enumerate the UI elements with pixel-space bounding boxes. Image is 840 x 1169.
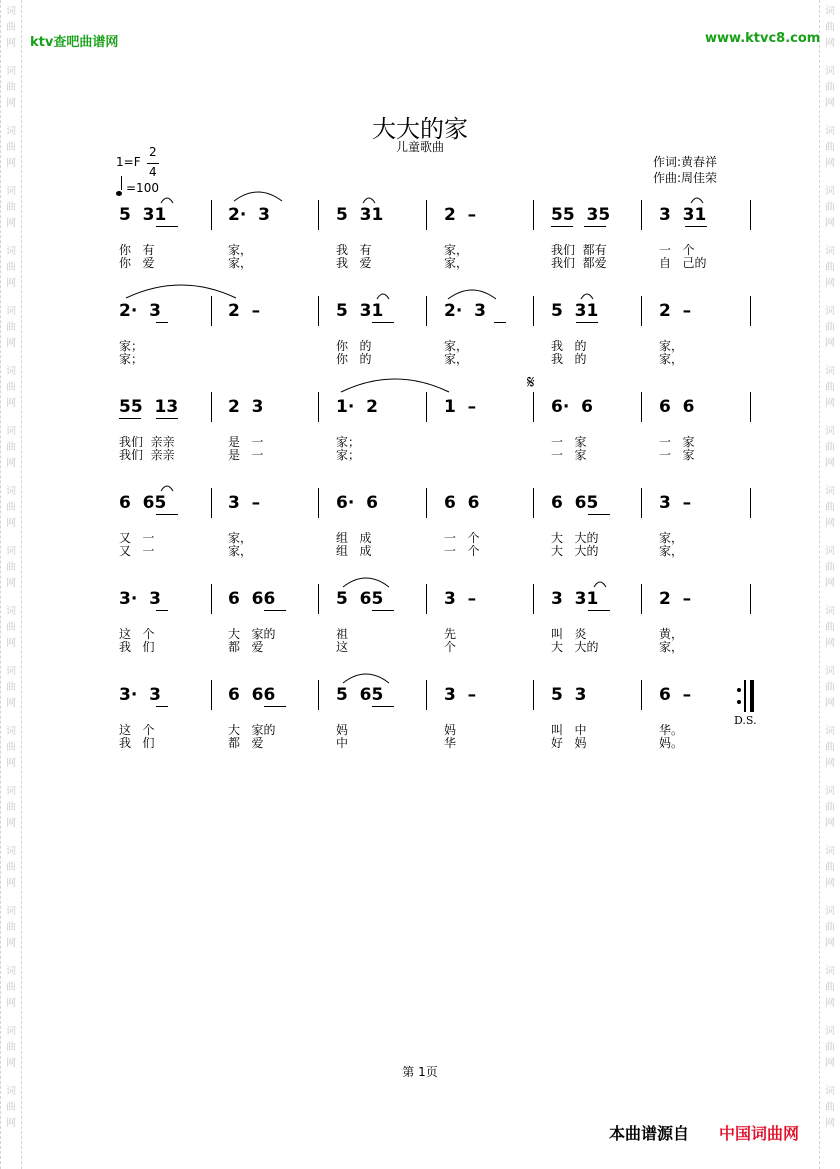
lyric-line-1: 我 有 xyxy=(336,243,372,257)
lyric-line-1: 家； xyxy=(119,339,144,353)
watermark-glyphs: 词 曲 网 xyxy=(825,1026,835,1069)
lyric-line-1: 家； xyxy=(336,435,361,449)
watermark-glyphs: 词 曲 网 xyxy=(6,246,16,289)
lyric-line-2: 你 的 xyxy=(336,352,372,366)
watermark-glyphs: 词 曲 网 xyxy=(825,1086,835,1129)
eighth-note-beam xyxy=(584,226,606,227)
lyric-line-1: 又 一 xyxy=(119,531,155,545)
lyric-line-2: 一 家 xyxy=(551,448,587,462)
dal-segno-label: D.S. xyxy=(734,714,757,727)
barline xyxy=(533,392,534,422)
barline xyxy=(318,200,319,230)
watermark-glyphs: 词 曲 网 xyxy=(6,726,16,769)
barline xyxy=(750,296,751,326)
watermark-glyphs: 词 曲 网 xyxy=(6,606,16,649)
lyric-line-1: 我们 亲亲 xyxy=(119,435,175,449)
measure-notes: 6 6 xyxy=(444,493,480,513)
song-subtitle: 儿童歌曲 xyxy=(395,140,444,154)
barline xyxy=(641,584,642,614)
lyric-line-2: 一 个 xyxy=(444,544,480,558)
barline xyxy=(750,488,751,518)
measure-notes: 3· 3 xyxy=(119,589,161,609)
barline xyxy=(641,392,642,422)
lyric-line-2: 家， xyxy=(659,544,684,558)
watermark-glyphs: 词 曲 网 xyxy=(825,366,835,409)
watermark-glyphs: 词 曲 网 xyxy=(825,786,835,829)
meter-bottom: 4 xyxy=(149,165,157,179)
measure-notes: 2· 3 xyxy=(444,301,486,321)
watermark-glyphs: 词 曲 网 xyxy=(825,666,835,709)
watermark-glyphs: 词 曲 网 xyxy=(825,426,835,469)
watermark-glyphs: 词 曲 网 xyxy=(825,126,835,169)
lyric-line-2: 大 大的 xyxy=(551,640,599,654)
slur-arc xyxy=(376,293,390,301)
meter-line xyxy=(147,163,159,164)
lyric-line-1: 一 个 xyxy=(444,531,480,545)
lyric-line-2: 是 一 xyxy=(228,448,264,462)
measure-notes: 5 31 xyxy=(336,301,384,321)
slur-arc xyxy=(362,197,376,205)
watermark-glyphs: 词 曲 网 xyxy=(825,726,835,769)
measure-notes: 3 – xyxy=(228,493,261,513)
eighth-note-beam xyxy=(494,322,506,323)
eighth-note-beam xyxy=(264,706,286,707)
measure-notes: 2· 3 xyxy=(228,205,270,225)
lyric-line-2: 家， xyxy=(228,256,253,270)
measure-notes: 3 31 xyxy=(551,589,599,609)
lyric-line-2: 家， xyxy=(228,544,253,558)
slur-arc xyxy=(233,191,283,203)
slur-arc xyxy=(160,197,174,205)
barline xyxy=(426,296,427,326)
page-number: 第 1页 xyxy=(402,1065,438,1079)
eighth-note-beam xyxy=(156,418,178,419)
lyric-line-1: 这 个 xyxy=(119,627,155,641)
lyric-line-2: 这 xyxy=(336,640,349,654)
watermark-glyphs: 词 曲 网 xyxy=(6,486,16,529)
lyric-line-2: 家， xyxy=(444,256,469,270)
quarter-note-icon xyxy=(116,191,122,196)
lyric-line-2: 我们 亲亲 xyxy=(119,448,175,462)
measure-notes: 2 – xyxy=(659,301,692,321)
measure-notes: 55 13 xyxy=(119,397,179,417)
tempo-marking xyxy=(116,178,159,195)
measure-notes: 2· 3 xyxy=(119,301,161,321)
lyric-line-1: 组 成 xyxy=(336,531,372,545)
measure-notes: 3 31 xyxy=(659,205,707,225)
measure-notes: 6 65 xyxy=(551,493,599,513)
barline xyxy=(750,392,751,422)
lyric-line-1: 先 xyxy=(444,627,457,641)
watermark-glyphs: 词 曲 网 xyxy=(6,666,16,709)
final-barline-thin xyxy=(744,680,746,712)
repeat-dot xyxy=(737,688,741,692)
lyric-line-1: 大 家的 xyxy=(228,723,276,737)
left-watermark-strip xyxy=(0,0,22,1169)
measure-notes: 6 6 xyxy=(659,397,695,417)
lyric-line-1: 大 大的 xyxy=(551,531,599,545)
watermark-glyphs: 词 曲 网 xyxy=(6,426,16,469)
watermark-glyphs: 词 曲 网 xyxy=(825,906,835,949)
lyric-line-1: 家， xyxy=(659,339,684,353)
lyric-line-2: 又 一 xyxy=(119,544,155,558)
song-title: 大大的家 xyxy=(372,115,468,143)
lyric-line-1: 这 个 xyxy=(119,723,155,737)
source-text: 本曲谱源自 xyxy=(609,1124,690,1143)
segno-icon: 𝄋 xyxy=(527,372,535,393)
lyric-line-2: 家， xyxy=(659,352,684,366)
measure-notes: 5 31 xyxy=(119,205,167,225)
eighth-note-beam xyxy=(372,322,394,323)
barline xyxy=(318,296,319,326)
lyric-line-1: 我 的 xyxy=(551,339,587,353)
barline xyxy=(426,680,427,710)
lyric-line-1: 家， xyxy=(228,531,253,545)
watermark-glyphs: 词 曲 网 xyxy=(6,1086,16,1129)
lyric-line-1: 叫 炎 xyxy=(551,627,587,641)
lyric-line-2: 自 己的 xyxy=(659,256,707,270)
eighth-note-beam xyxy=(264,610,286,611)
header-site-url[interactable]: www.ktvc8.com xyxy=(705,31,821,46)
lyricist-credit: 作词:黄春祥 xyxy=(653,155,718,169)
source-site-link[interactable]: 中国词曲网 xyxy=(719,1124,800,1143)
measure-notes: 6· 6 xyxy=(336,493,378,513)
watermark-glyphs: 词 曲 网 xyxy=(825,186,835,229)
measure-notes: 1· 2 xyxy=(336,397,378,417)
lyric-line-2: 个 xyxy=(444,640,457,654)
lyric-line-1: 家， xyxy=(659,531,684,545)
lyric-line-2: 都 爱 xyxy=(228,736,264,750)
lyric-line-2: 中 xyxy=(336,736,349,750)
repeat-dot xyxy=(737,700,741,704)
lyric-line-1: 一 家 xyxy=(551,435,587,449)
measure-notes: 5 31 xyxy=(551,301,599,321)
watermark-glyphs: 词 曲 网 xyxy=(6,66,16,109)
measure-notes: 6 – xyxy=(659,685,692,705)
barline xyxy=(750,200,751,230)
lyric-line-2: 家， xyxy=(444,352,469,366)
lyric-line-1: 妈 xyxy=(336,723,349,737)
barline xyxy=(533,296,534,326)
lyric-line-2: 家， xyxy=(659,640,684,654)
lyric-line-2: 我 们 xyxy=(119,736,155,750)
lyric-line-1: 我们 都有 xyxy=(551,243,607,257)
right-watermark-strip xyxy=(819,0,840,1169)
slur-arc xyxy=(160,485,174,493)
measure-notes: 3· 3 xyxy=(119,685,161,705)
composer-credit: 作曲:周佳荣 xyxy=(653,171,718,185)
barline xyxy=(211,584,212,614)
watermark-glyphs: 词 曲 网 xyxy=(6,1026,16,1069)
watermark-glyphs: 词 曲 网 xyxy=(6,906,16,949)
barline xyxy=(318,392,319,422)
slur-arc xyxy=(580,293,594,301)
measure-notes: 1 – xyxy=(444,397,477,417)
lyric-line-2: 家； xyxy=(336,448,361,462)
watermark-glyphs: 词 曲 网 xyxy=(6,546,16,589)
barline xyxy=(318,680,319,710)
lyric-line-2: 一 家 xyxy=(659,448,695,462)
slur-arc xyxy=(593,581,607,589)
barline xyxy=(750,584,751,614)
watermark-glyphs: 词 曲 网 xyxy=(6,186,16,229)
lyric-line-2: 都 爱 xyxy=(228,640,264,654)
eighth-note-beam xyxy=(119,418,141,419)
eighth-note-beam xyxy=(588,610,610,611)
eighth-note-beam xyxy=(156,610,168,611)
lyric-line-1: 叫 中 xyxy=(551,723,587,737)
slur-arc xyxy=(342,673,390,685)
eighth-note-beam xyxy=(156,226,178,227)
lyric-line-2: 我 们 xyxy=(119,640,155,654)
barline xyxy=(641,296,642,326)
measure-notes: 6 65 xyxy=(119,493,167,513)
lyric-line-2: 华 xyxy=(444,736,457,750)
watermark-glyphs: 词 曲 网 xyxy=(6,966,16,1009)
watermark-glyphs: 词 曲 网 xyxy=(825,846,835,889)
watermark-glyphs: 词 曲 网 xyxy=(825,306,835,349)
measure-notes: 6 66 xyxy=(228,589,276,609)
barline xyxy=(211,392,212,422)
barline xyxy=(426,392,427,422)
lyric-line-2: 你 爱 xyxy=(119,256,155,270)
lyric-line-1: 妈 xyxy=(444,723,457,737)
lyric-line-2: 我们 都爱 xyxy=(551,256,607,270)
barline xyxy=(426,488,427,518)
measure-notes: 3 – xyxy=(444,589,477,609)
final-barline-thick xyxy=(750,680,754,712)
slur-arc xyxy=(340,378,450,394)
watermark-glyphs: 词 曲 网 xyxy=(6,366,16,409)
measure-notes: 3 – xyxy=(659,493,692,513)
lyric-line-2: 家； xyxy=(119,352,144,366)
lyric-line-1: 祖 xyxy=(336,627,349,641)
lyric-line-1: 大 家的 xyxy=(228,627,276,641)
watermark-glyphs: 词 曲 网 xyxy=(825,246,835,289)
barline xyxy=(426,584,427,614)
barline xyxy=(641,680,642,710)
barline xyxy=(426,200,427,230)
lyric-line-1: 华。 xyxy=(659,723,684,737)
slur-arc xyxy=(342,577,390,589)
barline xyxy=(533,584,534,614)
header-site-name[interactable]: ktv查吧曲谱网 xyxy=(30,35,119,50)
lyric-line-2: 我 的 xyxy=(551,352,587,366)
watermark-glyphs: 词 曲 网 xyxy=(6,126,16,169)
slur-arc xyxy=(125,284,237,300)
eighth-note-beam xyxy=(372,706,394,707)
watermark-glyphs: 词 曲 网 xyxy=(825,6,835,49)
tempo-value: =100 xyxy=(126,181,159,195)
lyric-line-1: 一 家 xyxy=(659,435,695,449)
measure-notes: 5 65 xyxy=(336,589,384,609)
measure-notes: 55 35 xyxy=(551,205,611,225)
eighth-note-beam xyxy=(156,322,168,323)
lyric-line-1: 你 的 xyxy=(336,339,372,353)
measure-notes: 6 66 xyxy=(228,685,276,705)
lyric-line-2: 大 大的 xyxy=(551,544,599,558)
lyric-line-1: 家， xyxy=(444,339,469,353)
watermark-glyphs: 词 曲 网 xyxy=(825,606,835,649)
watermark-glyphs: 词 曲 网 xyxy=(825,546,835,589)
barline xyxy=(211,488,212,518)
meter-top: 2 xyxy=(149,145,157,159)
barline xyxy=(318,488,319,518)
eighth-note-beam xyxy=(576,322,598,323)
lyric-line-1: 黄， xyxy=(659,627,684,641)
measure-notes: 2 – xyxy=(444,205,477,225)
barline xyxy=(641,200,642,230)
measure-notes: 3 – xyxy=(444,685,477,705)
eighth-note-beam xyxy=(685,226,707,227)
measure-notes: 5 3 xyxy=(551,685,587,705)
lyric-line-1: 家， xyxy=(444,243,469,257)
measure-notes: 2 3 xyxy=(228,397,264,417)
lyric-line-2: 好 妈 xyxy=(551,736,587,750)
watermark-glyphs: 词 曲 网 xyxy=(825,486,835,529)
lyric-line-2: 我 爱 xyxy=(336,256,372,270)
slur-arc xyxy=(447,289,497,301)
eighth-note-beam xyxy=(551,226,573,227)
measure-notes: 5 65 xyxy=(336,685,384,705)
watermark-glyphs: 词 曲 网 xyxy=(825,966,835,1009)
measure-notes: 5 31 xyxy=(336,205,384,225)
lyric-line-1: 家， xyxy=(228,243,253,257)
lyric-line-1: 是 一 xyxy=(228,435,264,449)
lyric-line-1: 一 个 xyxy=(659,243,695,257)
barline xyxy=(533,200,534,230)
barline xyxy=(533,488,534,518)
eighth-note-beam xyxy=(372,610,394,611)
barline xyxy=(318,584,319,614)
lyric-line-2: 组 成 xyxy=(336,544,372,558)
slur-arc xyxy=(690,197,704,205)
lyric-line-1: 你 有 xyxy=(119,243,155,257)
watermark-glyphs: 词 曲 网 xyxy=(6,786,16,829)
measure-notes: 2 – xyxy=(659,589,692,609)
barline xyxy=(641,488,642,518)
watermark-glyphs: 词 曲 网 xyxy=(6,306,16,349)
barline xyxy=(211,296,212,326)
barline xyxy=(533,680,534,710)
eighth-note-beam xyxy=(156,514,178,515)
barline xyxy=(211,680,212,710)
barline xyxy=(211,200,212,230)
watermark-glyphs: 词 曲 网 xyxy=(6,6,16,49)
watermark-glyphs: 词 曲 网 xyxy=(825,66,835,109)
eighth-note-beam xyxy=(588,514,610,515)
measure-notes: 6· 6 xyxy=(551,397,593,417)
lyric-line-2: 妈。 xyxy=(659,736,684,750)
eighth-note-beam xyxy=(156,706,168,707)
key-signature: 1=F xyxy=(116,155,141,169)
watermark-glyphs: 词 曲 网 xyxy=(6,846,16,889)
measure-notes: 2 – xyxy=(228,301,261,321)
